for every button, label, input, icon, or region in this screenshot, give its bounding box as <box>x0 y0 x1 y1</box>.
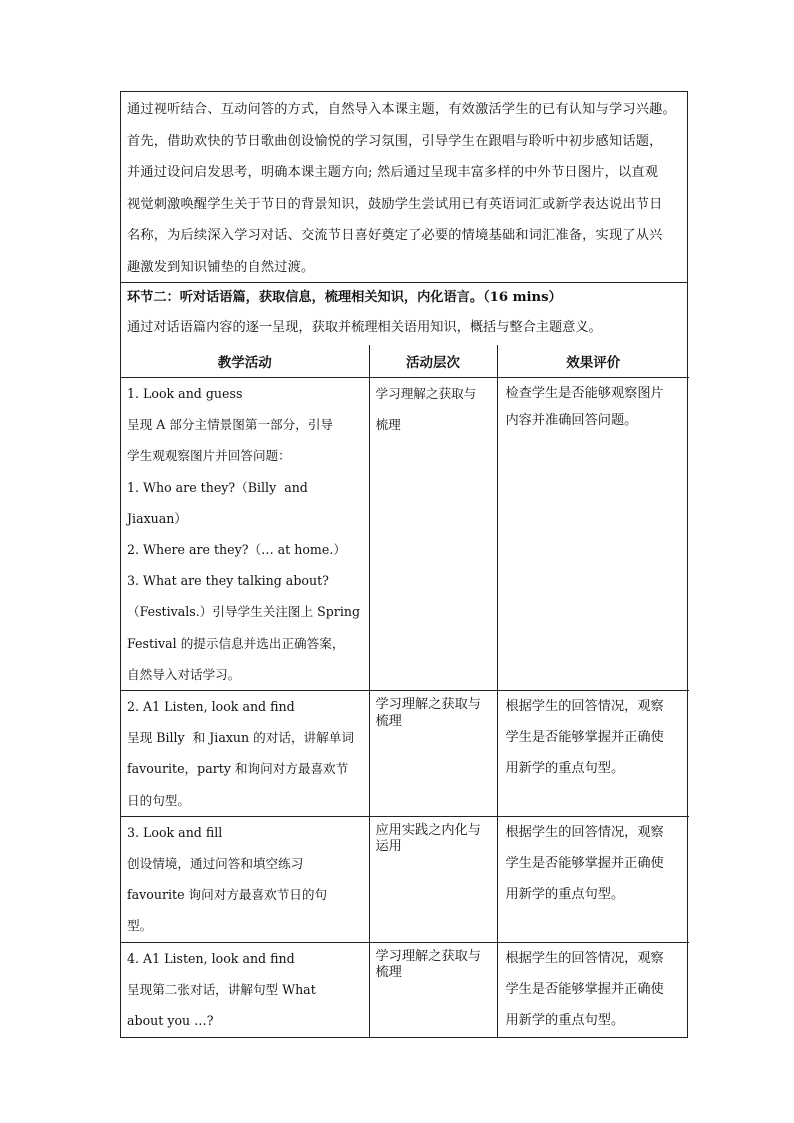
evaluation-line: 学生是否能够掌握并正确使 <box>505 981 664 997</box>
evaluation-cell <box>497 816 689 942</box>
level-line: 应用实践之内化与 <box>375 822 481 838</box>
activity-line: 2. A1 Listen, look and find <box>127 699 295 715</box>
header-evaluation: 效果评价 <box>497 345 689 378</box>
activity-line: 3. What are they talking about? <box>127 573 329 589</box>
evaluation-line: 根据学生的回答情况，观察 <box>505 950 664 966</box>
header-level: 活动层次 <box>369 345 497 378</box>
activity-line: 学生观观察图片并回答问题： <box>127 448 291 464</box>
intro-line: 名称，为后续深入学习对话、交流节日喜好奠定了必要的情境基础和词汇准备，实现了从兴 <box>127 228 663 243</box>
activity-line: about you …? <box>127 1013 214 1029</box>
table-row <box>121 942 689 1037</box>
evaluation-cell <box>497 942 689 1037</box>
activity-line: 型。 <box>127 918 153 934</box>
section2-row <box>121 283 688 1038</box>
evaluation-line: 用新学的重点句型。 <box>505 1013 625 1029</box>
level-cell <box>369 691 497 817</box>
section2-cell <box>121 283 688 1038</box>
intro-line: 并通过设问启发思考，明确本课主题方向; 然后通过呈现丰富多样的中外节日图片，以直观 <box>127 165 659 180</box>
level-line: 学习理解之获取与 <box>375 948 481 964</box>
evaluation-line: 内容并准确回答问题。 <box>505 413 638 429</box>
activity-line: Festival 的提示信息并选出正确答案， <box>127 635 345 651</box>
evaluation-line: 根据学生的回答情况，观察 <box>505 699 664 715</box>
activity-line: 日的句型。 <box>127 792 190 808</box>
evaluation-line: 学生是否能够掌握并正确使 <box>505 856 664 872</box>
activity-line: 1. Look and guess <box>127 386 243 401</box>
activity-cell <box>121 691 369 817</box>
level-line: 运用 <box>375 839 402 855</box>
intro-row <box>121 92 688 283</box>
evaluation-cell <box>497 378 689 691</box>
evaluation-line: 用新学的重点句型。 <box>505 887 625 903</box>
level-cell <box>369 942 497 1037</box>
activity-line: 1. Who are they?（Billy and Jiaxuan） <box>127 479 312 526</box>
activity-cell <box>121 816 369 942</box>
activity-line: favourite 询问对方最喜欢节日的句 <box>127 887 328 903</box>
intro-line: 通过视听结合、互动问答的方式，自然导入本课主题，有效激活学生的已有认知与学习兴趣。 <box>127 102 676 117</box>
evaluation-line: 学生是否能够掌握并正确使 <box>505 730 664 746</box>
intro-paragraph <box>121 92 687 282</box>
activity-line: 4. A1 Listen, look and find <box>127 950 295 966</box>
activity-line: favourite，party 和询问对方最喜欢节 <box>127 761 349 777</box>
evaluation-line: 用新学的重点句型。 <box>505 761 625 777</box>
evaluation-line: 根据学生的回答情况，观察 <box>505 824 664 840</box>
activity-line: （Festivals.）引导学生关注图上 Spring <box>127 604 361 620</box>
activity-line: 呈现第二张对话，讲解句型 What <box>127 981 316 997</box>
level-cell <box>369 378 497 691</box>
activity-line: 创设情境，通过问答和填空练习 <box>127 856 304 872</box>
section2-heading: 环节二：听对话语篇，获取信息，梳理相关知识，内化语言。（16 mins） <box>127 290 562 305</box>
table-row <box>121 816 689 942</box>
level-line: 梳理 <box>375 417 401 433</box>
intro-line: 视觉刺激唤醒学生关于节日的背景知识，鼓励学生尝试用已有英语词汇或新学表达说出节日 <box>127 196 663 212</box>
activity-line: 呈现 Billy 和 Jiaxun 的对话，讲解单词 <box>127 730 354 746</box>
activity-line: 3. Look and fill <box>127 824 223 840</box>
intro-line: 趣激发到知识铺垫的自然过渡。 <box>127 259 315 275</box>
level-line: 梳理 <box>375 713 402 729</box>
evaluation-line: 检查学生是否能够观察图片 <box>505 386 664 401</box>
activity-line: 2. Where are they?（… at home.） <box>127 542 346 558</box>
level-line: 学习理解之获取与 <box>375 386 477 401</box>
intro-cell <box>121 92 688 283</box>
activity-line: 呈现 A 部分主情景图第一部分，引导 <box>127 417 334 433</box>
section2-description: 通过对话语篇内容的逐一呈现，获取并梳理相关语用知识，概括与整合主题意义。 <box>127 320 602 335</box>
activity-table-header <box>121 345 689 378</box>
activity-cell <box>121 942 369 1037</box>
activity-table <box>121 345 689 1037</box>
table-row <box>121 378 689 691</box>
activity-line: 自然导入对话学习。 <box>127 666 241 682</box>
level-line: 梳理 <box>375 965 402 981</box>
lesson-plan-table <box>120 91 688 1038</box>
level-line: 学习理解之获取与 <box>375 697 481 713</box>
intro-line: 首先，借助欢快的节日歌曲创设愉悦的学习氛围，引导学生在跟唱与聆听中初步感知话题， <box>127 133 663 149</box>
header-activity: 教学活动 <box>121 345 369 378</box>
activity-cell <box>121 378 369 691</box>
level-cell <box>369 816 497 942</box>
evaluation-cell <box>497 691 689 817</box>
table-row <box>121 691 689 817</box>
